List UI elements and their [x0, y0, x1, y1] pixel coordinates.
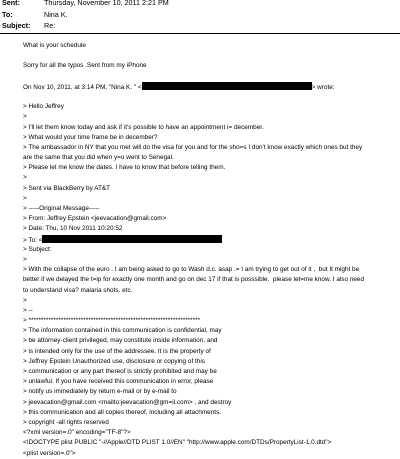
disclaimer-line: > be attorney-client privileged, may constitute inside information, and [23, 337, 218, 345]
disclaimer-line: > this communication and all copies thereof, including all attachments. [23, 408, 222, 416]
redaction-bar [142, 82, 312, 90]
quote-intro-start: On Nov 10, 2011, at 3:14 PM, "Nina K. " < [23, 83, 142, 91]
to-row [0, 9, 400, 21]
disclaimer-line: > communication or any part thereof is strictly prohibited and may be [23, 368, 217, 375]
body-line: > Date: Thu, 10 Nov 2011 10:20:52 [23, 225, 123, 233]
body-line: > With the collapse of the euro . I am being asked to go to Wash d.c. asap .= I am trying to get out of it , but It might be [23, 266, 360, 274]
disclaimer-line: > is intended only for the use of the addressee. It is the property of [23, 347, 211, 355]
body-line: > The ambassador in NY that you met will do the visa for you and for the sho=s I don't know exactly which ones but they [23, 143, 363, 151]
disclaimer-line: > jeevacation@gmail.com <mailto:jeevacation@gm=il.com> , and destroy [23, 398, 232, 406]
body-line: > Sent via BlackBerry by AT&T [23, 184, 111, 192]
to-value: Nina K. [44, 9, 68, 19]
body-line: better if we delayed the t=ip for exactly one month and go on dec 17 if that is posssible. please let=me know. I also need [23, 276, 365, 284]
body-line: > Subject: [23, 245, 52, 253]
body-line: > [23, 174, 27, 182]
disclaimer-line: > notify us immediately by return e-mail or by e-mail to [23, 388, 177, 396]
quote-intro-end: > wrote: [311, 83, 335, 91]
body-line: What is your schedule [23, 42, 86, 49]
xml-line: <?xml version=.0" encoding="TF-8"?> [23, 429, 131, 437]
disclaimer-line: > copyright -all rights reserved [23, 418, 109, 426]
sent-row [0, 0, 400, 9]
body-line: > [23, 113, 27, 121]
email-body [23, 41, 395, 459]
body-line: are the same that you did when y=u went to Senegal. [23, 154, 174, 162]
subject-row [0, 20, 400, 32]
redaction-bar [42, 235, 222, 243]
body-line: > I'll let them know today and ask if it's possible to have an appointment i= december. [23, 123, 264, 131]
body-line: > Please let me know the dates. I have to know that before telling them. [23, 164, 226, 172]
body-line: > [23, 296, 27, 304]
header-divider [0, 33, 400, 34]
subject-value: Re: [44, 21, 56, 30]
xml-line: <!DOCTYPE plist PUBLIC "-//Apple//DTD PLIST 1.0//EN" "http://www.apple.com/DTDs/PropertyList-1.0.dtd"> [23, 439, 332, 447]
xml-line: <plist version=.0"> [23, 449, 76, 457]
email-header [0, 0, 400, 32]
disclaimer-line: > unlawful. If you have received this communication in error, please [23, 378, 214, 386]
body-line: > Hello Jeffrey [23, 103, 64, 111]
disclaimer-rule: > ********************************************************************* [23, 317, 201, 325]
body-line: Sorry for all the typos .Sent from my iPhone [23, 62, 147, 70]
to-label: To: [2, 9, 13, 19]
body-line: > [23, 255, 27, 263]
sent-label: Sent: [2, 0, 20, 7]
disclaimer-line: > Jeffrey Epstein Unauthorized use, disclosure or copying of this [23, 357, 205, 365]
quote-intro-line [23, 82, 395, 92]
body-line: > What would your time frame be in december? [23, 133, 158, 141]
body-line: > [23, 194, 27, 202]
to-line-text: > To: < [23, 236, 43, 244]
disclaimer-line: > The information contained in this communication is confidential, may [23, 327, 222, 335]
body-line: > -----Original Message----- [23, 205, 100, 212]
subject-label: Subject: [2, 21, 31, 30]
to-line [23, 235, 395, 245]
sent-value: Thursday, November 10, 2011 2:21 PM [44, 0, 169, 7]
body-line: > -- [23, 306, 33, 314]
body-line: > From: Jeffrey Epstein <jeevacation@gmail.com> [23, 215, 167, 223]
body-line: to understand visa? malaria shots. etc. [23, 286, 133, 294]
